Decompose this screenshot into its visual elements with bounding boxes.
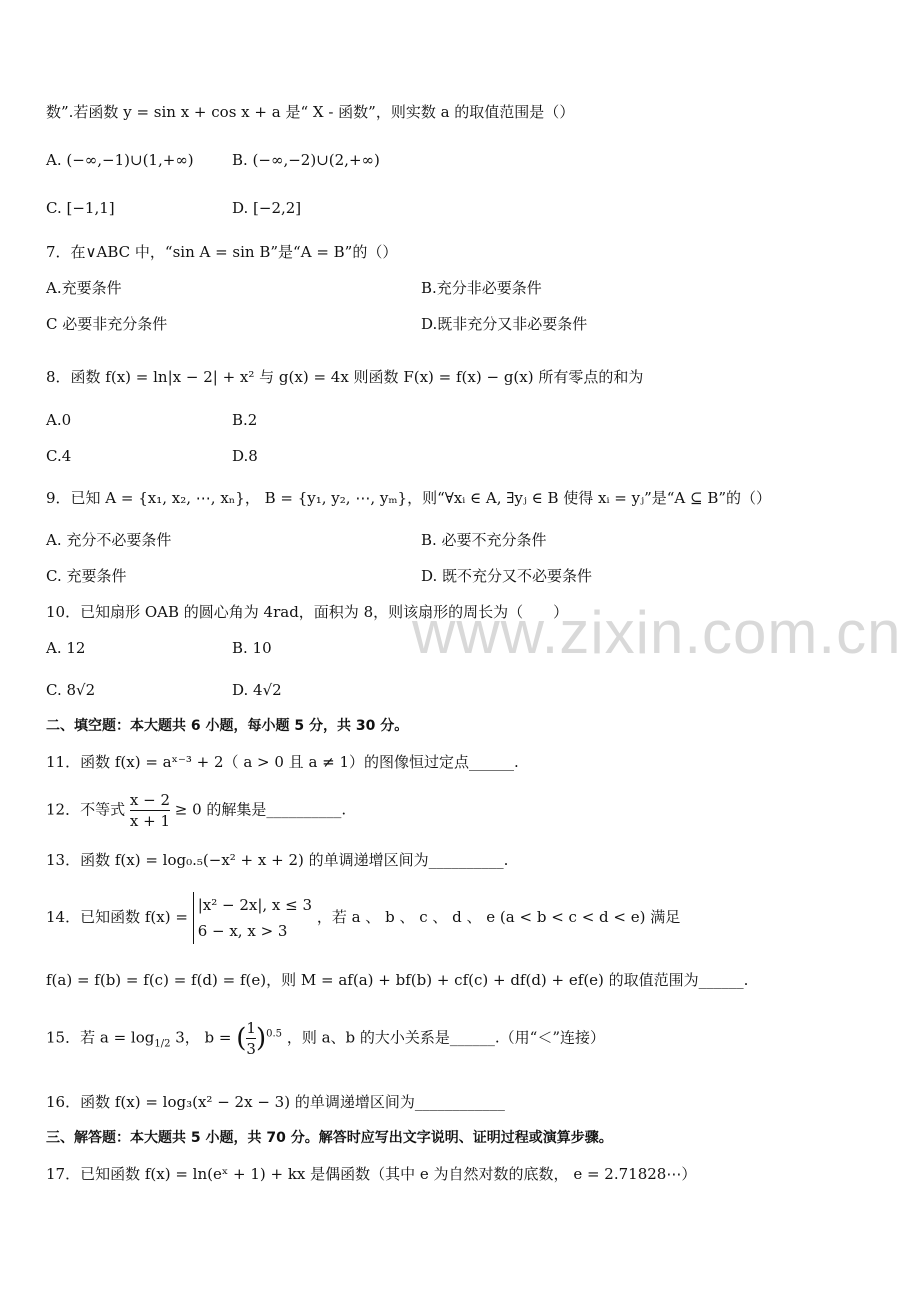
q12-denominator: x + 1 <box>129 812 170 830</box>
q12-prefix: 12．不等式 <box>46 800 126 819</box>
q6-option-a: A. (−∞,−1)∪(1,+∞) <box>46 151 194 169</box>
q15-exponent: 0.5 <box>266 1028 283 1040</box>
q6-stem-continuation: 数”.若函数 y = sin x + cos x + a 是“ X - 函数”，则实数 a 的取值范围是（） <box>46 103 575 121</box>
q15-frac-num: 1 <box>246 1019 256 1037</box>
q8-option-a: A.0 <box>46 411 72 429</box>
q7-option-b: B.充分非必要条件 <box>421 279 542 297</box>
q15: 15．若 $a = \log_{1/2} 3$， b = ( $\frac{1}{3}$ )$^{0.5}$ ，则 a、b 的大小关系是______.（用“＜”连接） <box>46 1019 606 1058</box>
q10-option-c: C. 8√2 <box>46 681 96 699</box>
q13: 13．函数 f(x) = log₀.₅(−x² + x + 2) 的单调递增区间为__________. <box>46 851 509 869</box>
q14-case-2: 6 − x, x > 3 <box>197 922 288 940</box>
q15-frac-den: 3 <box>246 1040 256 1058</box>
q9-option-c: C. 充要条件 <box>46 567 127 585</box>
q6-option-b: B. (−∞,−2)∪(2,+∞) <box>232 151 380 169</box>
q14-piecewise <box>193 892 312 944</box>
q10-option-a: A. 12 <box>46 639 86 657</box>
q15-mid: 3， b = <box>175 1028 232 1047</box>
q14-continuation: f(a) = f(b) = f(c) = f(d) = f(e)，则 M = af(a) + bf(b) + cf(c) + df(d) + ef(e) 的取值范围为______. <box>46 971 749 989</box>
q8-stem: 8．函数 f(x) = ln|x − 2| + x² 与 g(x) = 4x 则函数 F(x) = f(x) − g(x) 所有零点的和为 <box>46 368 644 386</box>
q15-suffix: ，则 a、b 的大小关系是______.（用“＜”连接） <box>286 1028 606 1047</box>
q7-option-d: D.既非充分又非必要条件 <box>421 315 588 333</box>
q12-suffix: ≥ 0 的解集是__________. <box>174 800 347 819</box>
q14-prefix: 14．已知函数 f(x) = <box>46 908 188 926</box>
q7-stem: 7．在∨ABC 中，“sin A = sin B”是“A = B”的（） <box>46 243 398 261</box>
q15-log-base: 1/2 <box>154 1038 171 1050</box>
q7-option-a: A.充要条件 <box>46 279 122 297</box>
section-2-heading: 二、填空题：本大题共 6 小题，每小题 5 分，共 30 分。 <box>46 718 409 734</box>
q10-option-d: D. 4√2 <box>232 681 282 699</box>
watermark: www.zixin.com.cn <box>412 599 902 666</box>
q10-stem: 10．已知扇形 OAB 的圆心角为 4rad，面积为 8，则该扇形的周长为（ ） <box>46 603 569 621</box>
q14-case-1: |x² − 2x|, x ≤ 3 <box>197 896 313 914</box>
q9-stem: 9．已知 A = {x₁, x₂, ⋯, xₙ}， B = {y₁, y₂, ⋯, yₘ}，则“∀xᵢ ∈ A, ∃yⱼ ∈ B 使得 xᵢ = yⱼ”是“A ⊆ B”的（） <box>46 489 772 507</box>
q15-fraction <box>246 1018 256 1059</box>
q12-numerator: x − 2 <box>129 791 170 809</box>
q6-option-c: C. [−1,1] <box>46 199 115 217</box>
q16: 16．函数 f(x) = log₃(x² − 2x − 3) 的单调递增区间为____________ <box>46 1093 505 1111</box>
q7-option-c: C 必要非充分条件 <box>46 315 168 333</box>
section-3-heading: 三、解答题：本大题共 5 小题，共 70 分。解答时应写出文字说明、证明过程或演算步骤。 <box>46 1130 613 1146</box>
q9-option-d: D. 既不充分又不必要条件 <box>421 567 593 585</box>
q9-option-a: A. 充分不必要条件 <box>46 531 172 549</box>
q15-prefix: 15．若 a = log <box>46 1028 155 1047</box>
q11: 11．函数 f(x) = aˣ⁻³ + 2（ a > 0 且 a ≠ 1）的图像恒过定点______. <box>46 753 519 771</box>
q9-option-b: B. 必要不充分条件 <box>421 531 547 549</box>
q14-suffix: ，若 a 、 b 、 c 、 d 、 e (a < b < c < d < e) 满足 <box>316 908 681 926</box>
q10-option-b: B. 10 <box>232 639 272 657</box>
q17: 17．已知函数 f(x) = ln(eˣ + 1) + kx 是偶函数（其中 e 为自然对数的底数， e = 2.71828⋯） <box>46 1165 697 1183</box>
q8-option-d: D.8 <box>232 447 258 465</box>
q8-option-b: B.2 <box>232 411 258 429</box>
q14 <box>46 892 680 944</box>
q8-option-c: C.4 <box>46 447 72 465</box>
q6-option-d: D. [−2,2] <box>232 199 302 217</box>
q12-fraction <box>130 790 170 831</box>
q12 <box>46 790 346 831</box>
